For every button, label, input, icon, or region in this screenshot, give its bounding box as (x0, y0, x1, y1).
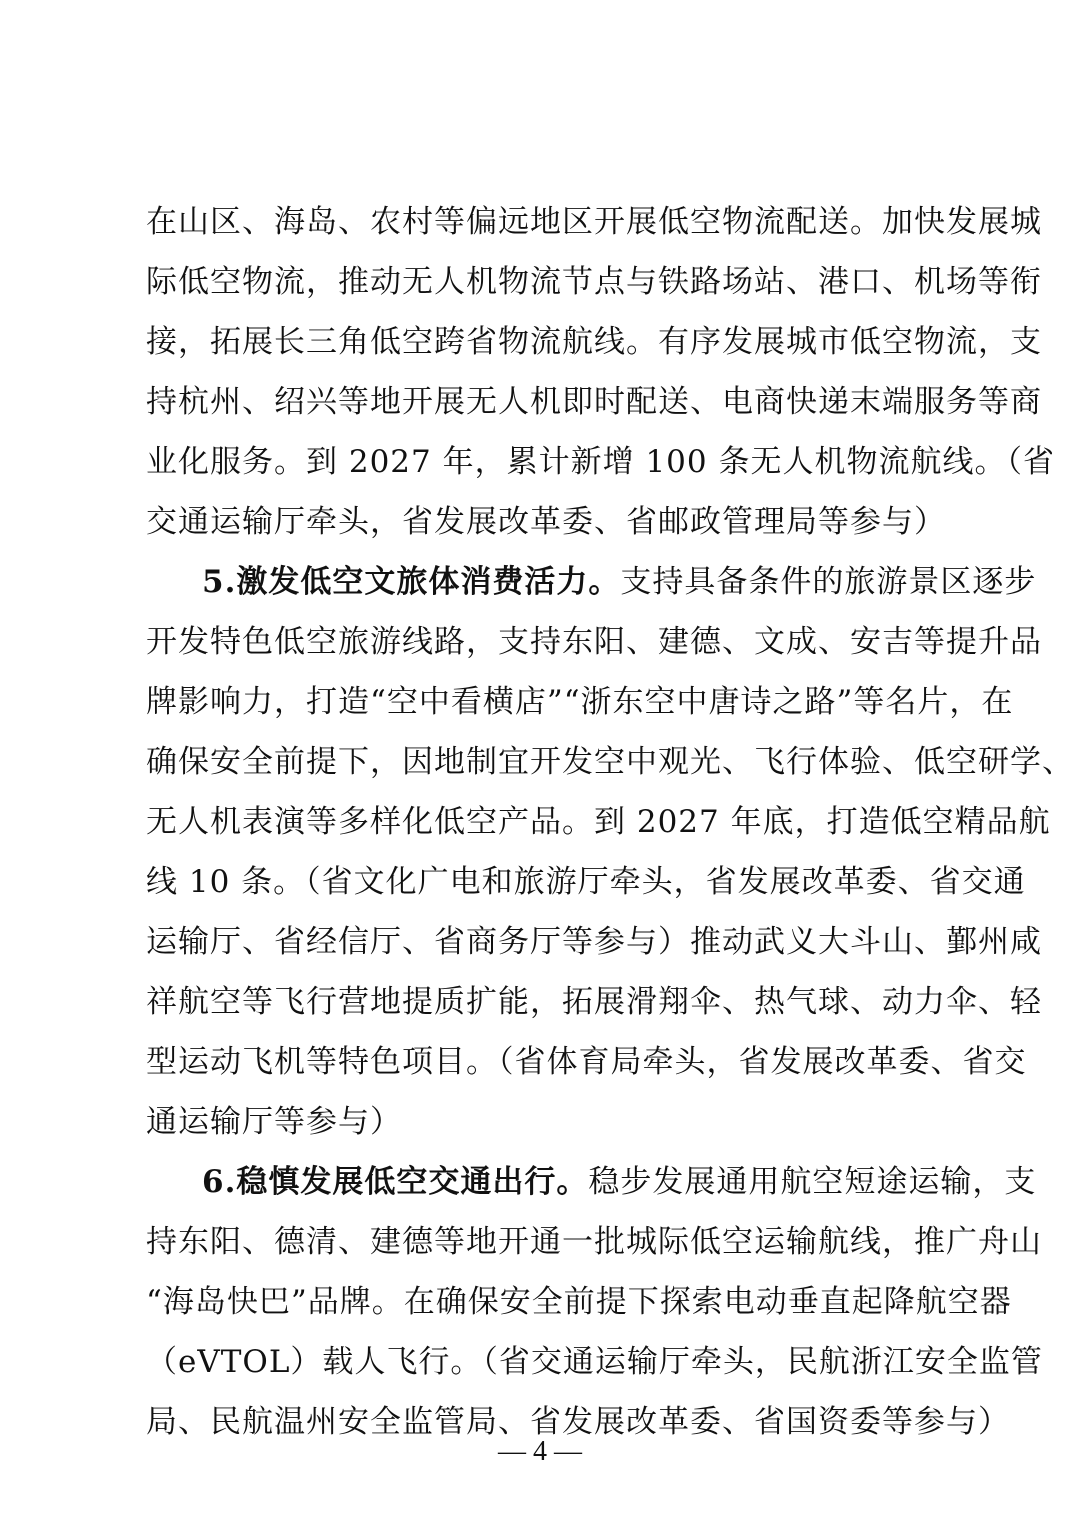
paragraph-3-line-4: （eVTOL）载人飞行。（省交通运输厅牵头，民航浙江安全监管 (146, 1344, 1043, 1380)
paragraph-1-line-4: 持杭州、绍兴等地开展无人机即时配送、电商快递末端服务等商 (146, 384, 1042, 420)
paragraph-2-line-10: 通运输厅等参与） (146, 1104, 402, 1140)
paragraph-2-line-3: 牌影响力，打造“空中看横店”“浙东空中唐诗之路”等名片，在 (146, 684, 1014, 720)
paragraph-2-line-2: 开发特色低空旅游线路，支持东阳、建德、文成、安吉等提升品 (146, 624, 1042, 660)
paragraph-1-line-1: 在山区、海岛、农村等偏远地区开展低空物流配送。加快发展城 (146, 204, 1042, 240)
page-number: — 4 — (498, 1436, 582, 1467)
paragraph-2-line-1 (202, 552, 1037, 612)
paragraph-1-line-3: 接，拓展长三角低空跨省物流航线。有序发展城市低空物流，支 (146, 324, 1042, 360)
paragraph-2-line-4: 确保安全前提下，因地制宜开发空中观光、飞行体验、低空研学、 (146, 744, 1074, 780)
paragraph-2-line-9: 型运动飞机等特色项目。（省体育局牵头，省发展改革委、省交 (146, 1044, 1027, 1080)
paragraph-2-line-7: 运输厅、省经信厅、省商务厅等参与）推动武义大斗山、鄞州咸 (146, 924, 1042, 960)
paragraph-3-line-3: “海岛快巴”品牌。在确保安全前提下探索电动垂直起降航空器 (146, 1284, 1012, 1320)
paragraph-3-line-1 (202, 1152, 1037, 1212)
paragraph-1-line-5: 业化服务。到 2027 年，累计新增 100 条无人机物流航线。（省 (146, 444, 1055, 480)
section-5-heading: 5.激发低空文旅体消费活力。 (202, 564, 621, 600)
paragraph-1-line-6: 交通运输厅牵头，省发展改革委、省邮政管理局等参与） (146, 504, 946, 540)
paragraph-3-line-2: 持东阳、德清、建德等地开通一批城际低空运输航线，推广舟山 (146, 1224, 1042, 1260)
paragraph-2-first-line-text: 支持具备条件的旅游景区逐步 (620, 564, 1037, 600)
paragraph-2-line-5: 无人机表演等多样化低空产品。到 2027 年底，打造低空精品航 (146, 804, 1051, 840)
paragraph-3-line-5: 局、民航温州安全监管局、省发展改革委、省国资委等参与） (146, 1404, 1010, 1440)
paragraph-3-first-line-text: 稳步发展通用航空短途运输，支 (588, 1164, 1037, 1200)
paragraph-1-line-2: 际低空物流，推动无人机物流节点与铁路场站、港口、机场等衔 (146, 264, 1042, 300)
section-6-heading: 6.稳慎发展低空交通出行。 (202, 1164, 589, 1200)
paragraph-2-line-8: 祥航空等飞行营地提质扩能，拓展滑翔伞、热气球、动力伞、轻 (146, 984, 1042, 1020)
paragraph-2-line-6: 线 10 条。（省文化广电和旅游厅牵头，省发展改革委、省交通 (146, 864, 1026, 900)
